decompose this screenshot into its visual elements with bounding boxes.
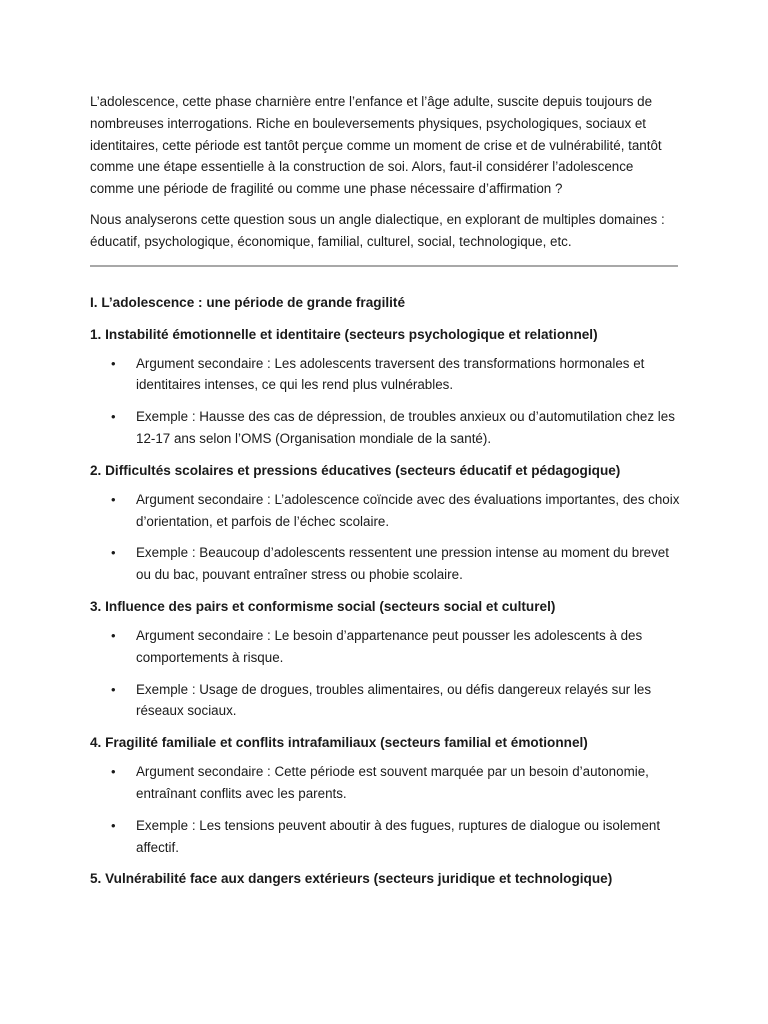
bullet-icon: • [111,491,116,507]
bullet-icon: • [111,545,116,561]
list-item-text: Argument secondaire : Cette période est souvent marquée par un besoin d’autonomie, entraînant conflits avec les parents. [136,764,649,801]
section-title-3: 3. Influence des pairs et conformisme social (secteurs social et culturel) [90,598,556,614]
list-item-text: Exemple : Usage de drogues, troubles alimentaires, ou défis dangereux relayés sur les réseaux sociaux. [136,681,652,719]
list-item [90,761,680,805]
bullet-icon: • [111,627,116,643]
bullet-icon: • [111,409,116,425]
bullet-icon: • [111,355,116,371]
horizontal-divider [90,265,678,267]
bullet-icon: • [111,681,116,697]
section-3-list [90,625,680,722]
section-1-list [90,353,680,450]
section-4-list [90,761,680,858]
introduction [90,91,680,253]
section-2-list [90,489,680,586]
list-item-text: Exemple : Les tensions peuvent aboutir à des fugues, ruptures de dialogue ou isolement affectif. [136,817,661,855]
list-item-text: Argument secondaire : L’adolescence coïncide avec des évaluations importantes, des choix d’orientation, et parfois de l’échec scolaire. [136,491,680,529]
list-item [90,679,680,723]
section-title-4: 4. Fragilité familiale et conflits intrafamiliaux (secteurs familial et émotionnel) [90,735,588,751]
section-title-1: 1. Instabilité émotionnelle et identitaire (secteurs psychologique et relationnel) [90,326,598,342]
document-page [90,91,680,897]
list-item [90,625,680,669]
list-item-text: Argument secondaire : Les adolescents traversent des transformations hormonales et identitaires intenses, ce qui les rend plus vulnérables. [136,355,645,393]
list-item-text: Exemple : Beaucoup d’adolescents ressentent une pression intense au moment du brevet ou du bac, pouvant entraîner stress ou phobie scolaire. [136,545,669,583]
list-item [90,815,680,859]
list-item [90,353,680,397]
list-item [90,489,680,533]
section-title-2: 2. Difficultés scolaires et pressions éducatives (secteurs éducatif et pédagogique) [90,462,621,478]
bullet-icon: • [111,817,116,833]
intro-paragraph-1: L’adolescence, cette phase charnière entre l’enfance et l’âge adulte, suscite depuis toujours de nombreuses interrogations. Riche en bouleversements physiques, psychologiques, sociaux et identitaires, cette période est tantôt perçue comme un moment de crise et de vulnérabilité, tantôt comme une étape essentielle à la construction de soi. Alors, faut-il considérer l’adolescence comme une période de fragilité ou comme une phase nécessaire d’affirmation ? [90,94,662,197]
intro-paragraph-2: Nous analyserons cette question sous un angle dialectique, en explorant de multiples domaines : éducatif, psychologique, économique, familial, culturel, social, technologique, etc. [90,211,665,249]
bullet-icon: • [111,764,116,780]
section-title-5: 5. Vulnérabilité face aux dangers extérieurs (secteurs juridique et technologique) [90,871,613,887]
list-item [90,406,680,450]
part-title: I. L’adolescence : une période de grande fragilité [90,294,406,310]
list-item [90,542,680,586]
list-item-text: Exemple : Hausse des cas de dépression, de troubles anxieux ou d’automutilation chez les 12-17 ans selon l’OMS (Organisation mondiale de la santé). [136,409,675,446]
list-item-text: Argument secondaire : Le besoin d’appartenance peut pousser les adolescents à des comportements à risque. [136,627,643,665]
